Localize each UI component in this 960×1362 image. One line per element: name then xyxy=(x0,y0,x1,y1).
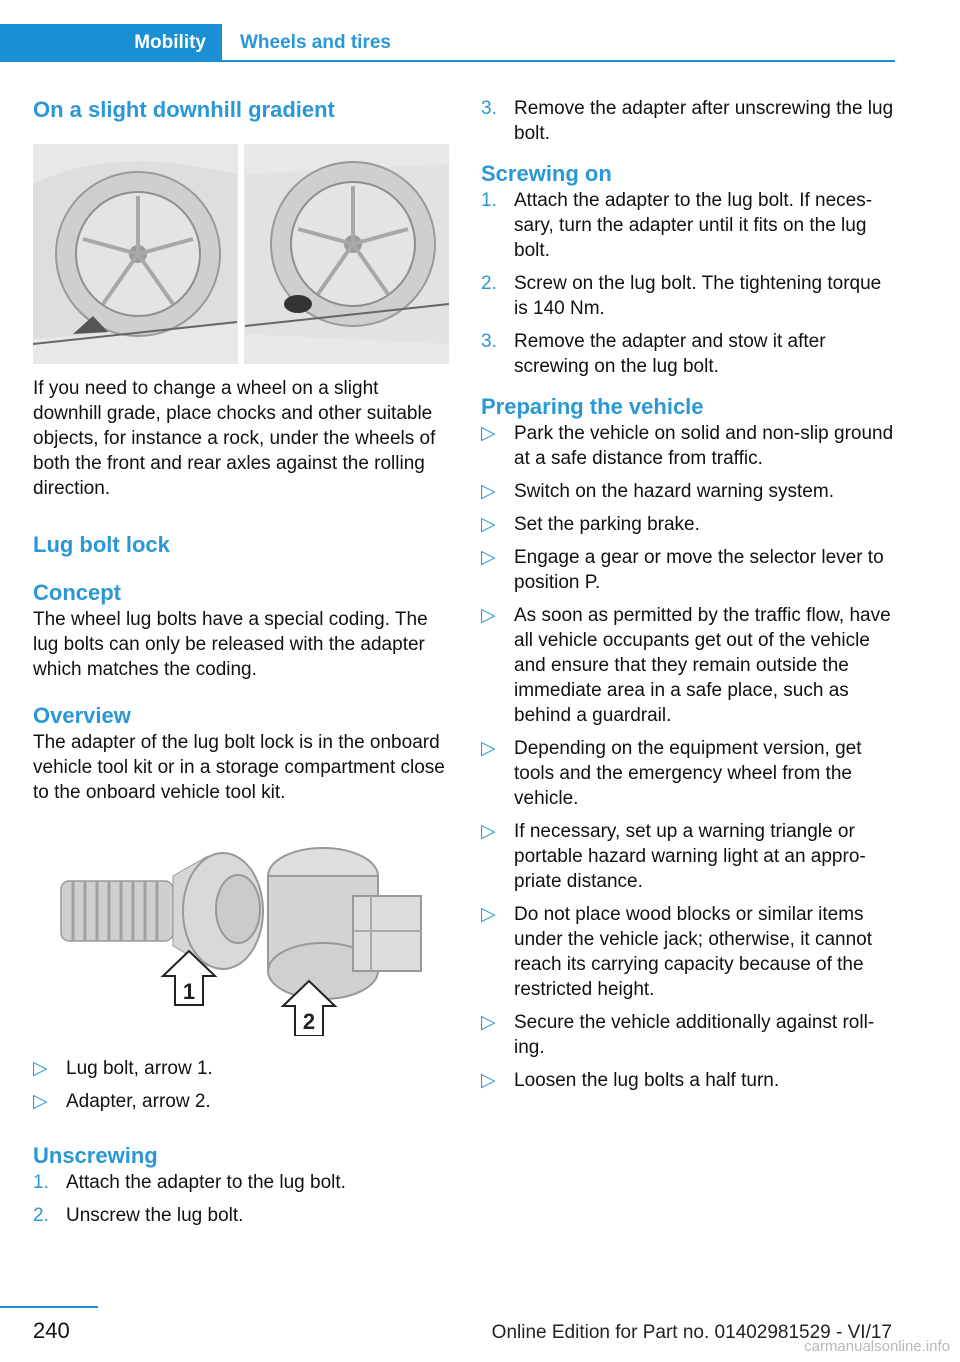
car-wheels-image xyxy=(33,144,449,364)
lug-bolt-adapter-image xyxy=(33,831,449,1036)
edition-note: Online Edition for Part no. 01402981529 - VI/17 xyxy=(491,1322,892,1343)
header-tabs xyxy=(0,24,895,62)
list-item: ▷ Engage a gear or move the selector lever to position P. xyxy=(481,547,884,593)
triangle-bullet-icon: ▷ xyxy=(33,1058,48,1079)
list-item: 1. Attach the adapter to the lug bolt. If necessary, turn the adapter until it fits on the lug bolt. xyxy=(481,190,873,261)
triangle-bullet-icon: ▷ xyxy=(481,1012,496,1033)
list-item: 2. Unscrew the lug bolt. xyxy=(33,1205,244,1226)
triangle-bullet-icon: ▷ xyxy=(481,821,496,842)
triangle-bullet-icon: ▷ xyxy=(481,904,496,925)
para-downhill: If you need to change a wheel on a slight downhill grade, place chocks and other suitable objects, for instance a rock, under the wheels of both the front and rear axles against the rolling direction. xyxy=(33,378,436,499)
heading-preparing-the-vehicle: Preparing the vehicle xyxy=(481,394,704,419)
screwing-steps xyxy=(481,188,897,379)
page-number: 240 xyxy=(33,1318,70,1343)
triangle-bullet-icon: ▷ xyxy=(481,423,496,444)
list-item: 3. Remove the adapter after unscrewing the lug bolt. xyxy=(481,98,894,144)
arrow-label-2: 2 xyxy=(302,1009,316,1034)
unscrewing-steps-continued xyxy=(481,96,897,146)
list-item: ▷ Switch on the hazard warning system. xyxy=(481,481,834,502)
footer-divider xyxy=(0,1306,98,1308)
list-item: ▷ Depending on the equipment version, get tools and the emergency wheel from the vehicle. xyxy=(481,738,862,809)
watermark: carmanualsonline.info xyxy=(804,1338,950,1355)
list-item: ▷ Adapter, arrow 2. xyxy=(33,1091,211,1112)
triangle-bullet-icon: ▷ xyxy=(481,514,496,535)
list-item: ▷ Park the vehicle on solid and non-slip ground at a safe distance from traffic. xyxy=(481,423,894,469)
list-item: 2. Screw on the lug bolt. The tightening torque is 140 Nm. xyxy=(481,273,882,319)
left-column xyxy=(33,96,449,1236)
downhill-illustration xyxy=(33,144,449,364)
heading-downhill: On a slight downhill gradient xyxy=(33,97,335,122)
list-item: 3. Remove the adapter and stow it after screwing on the lug bolt. xyxy=(481,331,826,377)
triangle-bullet-icon: ▷ xyxy=(33,1091,48,1112)
para-concept: The wheel lug bolts have a special coding. The lug bolts can only be released with the adapter which matches the coding. xyxy=(33,609,428,680)
list-item: ▷ Set the parking brake. xyxy=(481,514,700,535)
triangle-bullet-icon: ▷ xyxy=(481,481,496,502)
triangle-bullet-icon: ▷ xyxy=(481,605,496,626)
list-item: ▷ If necessary, set up a warning triangle or portable hazard warning light at an appropriate distance. xyxy=(481,821,866,892)
triangle-bullet-icon: ▷ xyxy=(481,547,496,568)
tab-mobility[interactable]: Mobility xyxy=(0,24,222,62)
preparing-list xyxy=(481,421,897,1093)
list-item: 1. Attach the adapter to the lug bolt. xyxy=(33,1172,346,1193)
heading-lug-bolt-lock: Lug bolt lock xyxy=(33,532,170,557)
para-overview: The adapter of the lug bolt lock is in the onboard vehicle tool kit or in a storage compartment close to the onboard vehicle tool kit. xyxy=(33,732,445,803)
list-item: ▷ Do not place wood blocks or similar items under the vehicle jack; otherwise, it cannot reach its carrying capacity because of the restricted height. xyxy=(481,904,873,1000)
heading-unscrewing: Unscrewing xyxy=(33,1143,158,1168)
tab-wheels-and-tires[interactable]: Wheels and tires xyxy=(240,32,391,53)
list-item: ▷ Loosen the lug bolts a half turn. xyxy=(481,1070,780,1091)
unscrewing-steps xyxy=(33,1170,449,1228)
heading-concept: Concept xyxy=(33,580,121,605)
triangle-bullet-icon: ▷ xyxy=(481,1070,496,1091)
list-item: ▷ As soon as permitted by the traffic flow, have all vehicle occupants get out of the vehicle and ensure that they remain outside the immediate area in a safe place, such as behind a guardrail. xyxy=(481,605,891,726)
overview-list xyxy=(33,1056,449,1114)
right-column xyxy=(481,96,897,1101)
triangle-bullet-icon: ▷ xyxy=(481,738,496,759)
list-item: ▷ Secure the vehicle additionally against rolling. xyxy=(481,1012,875,1058)
lug-bolt-illustration xyxy=(33,831,449,1036)
heading-overview: Overview xyxy=(33,703,131,728)
arrow-label-1: 1 xyxy=(182,979,196,1004)
list-item: ▷ Lug bolt, arrow 1. xyxy=(33,1058,213,1079)
header-divider xyxy=(222,60,895,62)
heading-screwing-on: Screwing on xyxy=(481,161,612,186)
